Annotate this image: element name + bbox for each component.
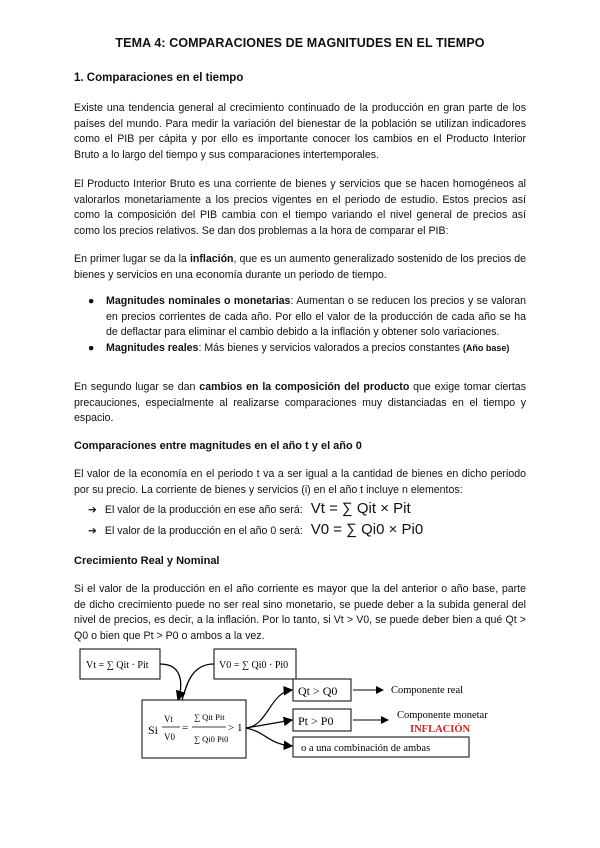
paragraph-1: Existe una tendencia general al crecimiento continuado de la producción en gran parte de los países del mundo. Para medir la variación del bienestar de la población se utilizan indicadores como el PIB per cápita y por ello es importante conocer los cambios en el Producto Interior Bruto a lo largo del tiempo y sus comparaciones intertemporales. [74,102,526,161]
bullet-2-text: : Más bienes y servicios valorados a precios constantes [198,341,463,354]
ratio-vt: Vt [164,714,173,724]
arrow-right-icon: ➔ [88,525,97,537]
section-heading-1: 1. Comparaciones en el tiempo [74,72,244,84]
bullet-2-note: (Año base) [462,342,510,353]
label-real: Componente real [391,685,464,696]
gt-one: > 1 [228,722,243,734]
formula-v0: V0 = ∑ Qi0 × Pi0 [310,521,424,538]
bullet-2-term: Magnitudes reales [106,341,199,354]
formula-vt: Vt = ∑ Qit × Pit [310,500,411,517]
section-heading-2: Comparaciones entre magnitudes en el año t y el año 0 [74,440,362,452]
paragraph-3-text-end: , que es un aumento generalizado sostenido de los precios de bienes y servicios en una economía durante un periodo de tiempo. [74,253,526,281]
paragraph-4-text-end: que exige tomar ciertas precauciones, especialmente al realizarse comparaciones muy distanciadas en el tiempo y espacio. [74,381,526,424]
paragraph-3-text: En primer lugar se da la [74,253,190,265]
si-label: Si [148,723,159,737]
box-vt-text: Vt = ∑ Qit · Pit [86,660,149,671]
list-item: ● Magnitudes nominales o monetarias: Aumentan o se reducen los precios y se valoran en precios corrientes de cada año. Por ello el valor de la producción de cada año se ha de deflactar para eliminar el cambio debido a la inflación y obtener solo variaciones. [88,295,526,338]
formula-vt-label: El valor de la producción en ese año será: [104,504,303,516]
inflacion-term: inflación [189,253,234,265]
ratio-v0: V0 [164,732,175,742]
ratio-denominator: ∑ Qi0 Pi0 [194,734,229,744]
label-inflacion: INFLACIÓN [410,724,471,735]
branch-p [246,720,292,728]
paragraph-2: El Producto Interior Bruto es una corriente de bienes y servicios que se hacen homogéneos al valorarlos monetariamente a los precios vigentes en el periodo de estudio. Estos precios así como la composición del PIB cambia con el tiempo variando el nivel general de precios así como los precios relativos. Se dan dos problemas a la hora de comparar el PIB: [74,178,526,237]
ratio-numerator: ∑ Qit Pit [194,712,225,722]
paragraph-4-text: En segundo lugar se dan [74,381,200,393]
connector-v0 [182,664,214,700]
bullet-1-text: : Aumentan o se reducen los precios y se valoran en precios corrientes de cada año. Por ello el valor de la producción de cada año se ha de deflactar para eliminar el cambio debido a la inflación y obtener solo variaciones. [106,295,526,338]
box-q-text: Qt > Q0 [298,684,338,698]
box-p-text: Pt > P0 [298,714,334,728]
arrow-right-icon: ➔ [88,504,97,516]
page-title: TEMA 4: COMPARACIONES DE MAGNITUDES EN EL TIEMPO [115,36,485,50]
box-both-text: o a una combinación de ambas [301,743,431,754]
list-item: ● Magnitudes reales: Más bienes y servicios valorados a precios constantes (Año base) [88,341,510,354]
section-heading-3: Crecimiento Real y Nominal [74,555,220,567]
bullet-1-term: Magnitudes nominales o monetarias [106,295,291,307]
box-v0-text: V0 = ∑ Qi0 · Pi0 [219,660,289,671]
label-monetario: Componente monetar [397,710,488,721]
paragraph-6: Si el valor de la producción en el año corriente es mayor que la del anterior o año base, parte de dicho crecimiento puede no ser real sino monetario, se puede deber a la subida general del nivel de precios, es decir, a la inflación. Por lo tanto, si Vt > V0, se puede deber bien a qué Qt > Q0 o bien que Pt > P0 o ambos a la vez. [74,583,526,642]
branch-both [246,728,292,746]
paragraph-5: El valor de la economía en el periodo t va a ser igual a la cantidad de bienes en dicho periodo por su precio. La corriente de bienes y servicios (i) en el año t incluye n elementos: [74,468,526,496]
composicion-term: cambios en la composición del producto [199,381,410,393]
equals-sign: = [182,722,189,734]
formula-v0-label: El valor de la producción en el año 0 será: [104,525,303,537]
connector-vt [160,664,181,700]
branch-q [246,690,292,728]
